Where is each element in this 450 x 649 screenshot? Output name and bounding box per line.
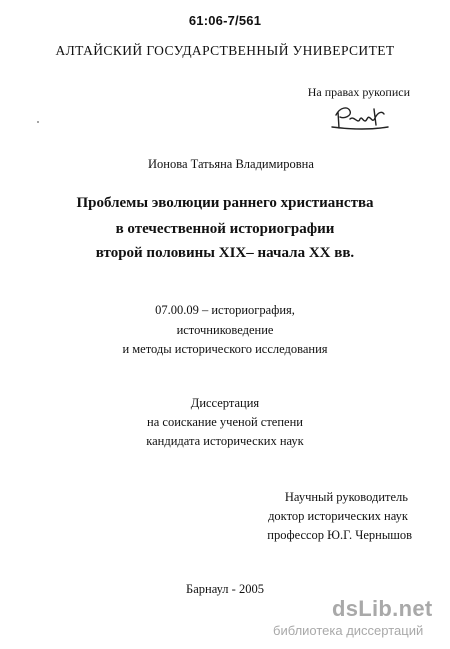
supervisor-line: Научный руководитель bbox=[284, 490, 408, 504]
thesis-title-line: второй половины XIX– начала XX вв. bbox=[95, 245, 355, 261]
dissertation-line: Диссертация bbox=[190, 396, 260, 410]
specialty-line: источниковедение bbox=[176, 323, 274, 337]
handwritten-signature bbox=[330, 103, 390, 131]
supervisor-line: профессор Ю.Г. Чернышов bbox=[267, 528, 412, 542]
thesis-title-line: в отечественной историографии bbox=[115, 221, 335, 237]
supervisor-line: доктор исторических наук bbox=[268, 509, 408, 523]
scan-speck bbox=[37, 121, 39, 123]
watermark-logo: dsLib.net bbox=[332, 596, 433, 621]
watermark-subtitle: библиотека диссертаций bbox=[273, 623, 424, 638]
university-name: АЛТАЙСКИЙ ГОСУДАРСТВЕННЫЙ УНИВЕРСИТЕТ bbox=[55, 43, 395, 58]
specialty-line: и методы исторического исследования bbox=[122, 342, 328, 356]
catalog-number: 61:06-7/561 bbox=[188, 13, 262, 28]
specialty-line: 07.00.09 – историография, bbox=[155, 303, 295, 317]
dissertation-line: на соискание ученой степени bbox=[147, 415, 303, 429]
dissertation-line: кандидата исторических наук bbox=[146, 434, 304, 448]
city-year: Барнаул - 2005 bbox=[186, 582, 264, 596]
author-name: Ионова Татьяна Владимировна bbox=[148, 157, 314, 171]
thesis-title-line: Проблемы эволюции раннего христианства bbox=[76, 195, 374, 211]
rights-note: На правах рукописи bbox=[307, 85, 410, 99]
